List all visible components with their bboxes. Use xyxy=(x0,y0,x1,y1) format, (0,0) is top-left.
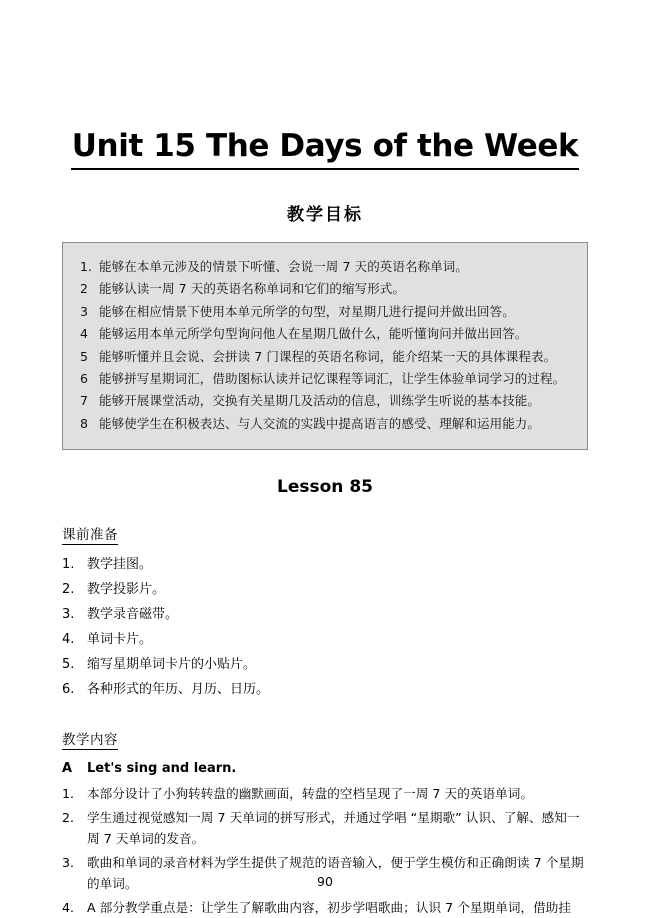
list-item xyxy=(62,807,588,850)
list-text: A 部分教学重点是：让学生了解歌曲内容，初步学唱歌曲；认识 7 个星期单词，借助挂 xyxy=(87,899,572,915)
list-text: 教学录音磁带。 xyxy=(87,607,179,623)
goal-text: 能够使学生在积极表达、与人交流的实践中提高语言的感受、理解和运用能力。 xyxy=(99,415,541,431)
prep-section xyxy=(62,497,588,702)
teaching-goals-heading: 教学目标 xyxy=(287,205,363,225)
goal-item xyxy=(77,413,571,435)
content-subsection-heading xyxy=(62,756,588,781)
list-item xyxy=(62,552,588,577)
lesson-heading: Lesson 85 xyxy=(277,477,373,498)
goal-item xyxy=(77,346,571,368)
goal-number: 4 xyxy=(80,326,88,342)
list-number: 3. xyxy=(62,607,75,623)
list-number: 4. xyxy=(62,632,75,648)
list-text: 各种形式的年历、月历、日历。 xyxy=(87,682,270,698)
goal-item xyxy=(77,323,571,345)
list-number: 2. xyxy=(62,582,75,598)
goal-text: 能够听懂并且会说、会拼读 7 门课程的英语名称词，能介绍某一天的具体课程表。 xyxy=(99,348,557,364)
list-number: 5. xyxy=(62,657,75,673)
goal-number: 6 xyxy=(80,371,88,387)
goal-text: 能够认读一周 7 天的英语名称单词和它们的缩写形式。 xyxy=(99,281,406,297)
goal-number: 8 xyxy=(80,415,88,431)
list-text: 学生通过视觉感知一周 7 天单词的拼写形式，并通过学唱 “星期歌” 认识、了解、感知一周 7 天单词的发音。 xyxy=(87,809,580,847)
list-item xyxy=(62,652,588,677)
goal-text: 能够运用本单元所学句型询问他人在星期几做什么，能听懂询问并做出回答。 xyxy=(99,326,528,342)
list-number: 1. xyxy=(62,557,75,573)
goal-text: 能够开展课堂活动，交换有关星期几及活动的信息，训练学生听说的基本技能。 xyxy=(99,393,541,409)
goal-number: 7 xyxy=(80,393,88,409)
goal-item xyxy=(77,256,571,278)
list-item xyxy=(62,577,588,602)
subsection-title: Let's sing and learn. xyxy=(87,761,237,777)
list-text: 缩写星期单词卡片的小贴片。 xyxy=(87,657,257,673)
title-underline xyxy=(71,168,579,170)
list-text: 教学挂图。 xyxy=(87,557,153,573)
goal-number: 3 xyxy=(80,303,88,319)
goal-number: 1. xyxy=(80,259,92,274)
goal-text: 能够在本单元涉及的情景下听懂、会说一周 7 天的英语名称单词。 xyxy=(99,259,469,274)
list-number: 4. xyxy=(62,899,75,915)
list-number: 1. xyxy=(62,786,75,802)
goal-item xyxy=(77,278,571,300)
teaching-goals-box xyxy=(62,242,588,450)
list-item xyxy=(62,677,588,702)
goal-text: 能够拼写星期词汇，借助图标认读并记忆课程等词汇，让学生体验单词学习的过程。 xyxy=(99,371,566,387)
list-item xyxy=(62,783,588,805)
goal-text: 能够在相应情景下使用本单元所学的句型，对星期几进行提问并做出回答。 xyxy=(99,303,515,319)
content-heading: 教学内容 xyxy=(62,728,118,750)
goal-item xyxy=(77,390,571,412)
list-text: 歌曲和单词的录音材料为学生提供了规范的语音输入，便于学生模仿和正确朗读 7 个星期的单词。 xyxy=(87,854,584,892)
list-text: 本部分设计了小狗转转盘的幽默画面，转盘的空档呈现了一周 7 天的英语单词。 xyxy=(87,786,534,802)
goal-item xyxy=(77,368,571,390)
list-number: 2. xyxy=(62,809,75,825)
goal-number: 2 xyxy=(80,281,88,297)
list-text: 单词卡片。 xyxy=(87,632,153,648)
prep-heading: 课前准备 xyxy=(62,523,118,545)
list-item xyxy=(62,602,588,627)
goal-item xyxy=(77,301,571,323)
list-item xyxy=(62,627,588,652)
subsection-letter: A xyxy=(62,761,73,777)
page-title: Unit 15 The Days of the Week xyxy=(71,128,579,164)
page-number: 90 xyxy=(317,874,333,889)
goal-number: 5 xyxy=(80,348,88,364)
prep-list xyxy=(62,552,588,702)
content-list xyxy=(62,783,588,918)
list-number: 6. xyxy=(62,682,75,698)
list-item xyxy=(62,897,588,918)
list-text: 教学投影片。 xyxy=(87,582,166,598)
list-number: 3. xyxy=(62,854,75,870)
